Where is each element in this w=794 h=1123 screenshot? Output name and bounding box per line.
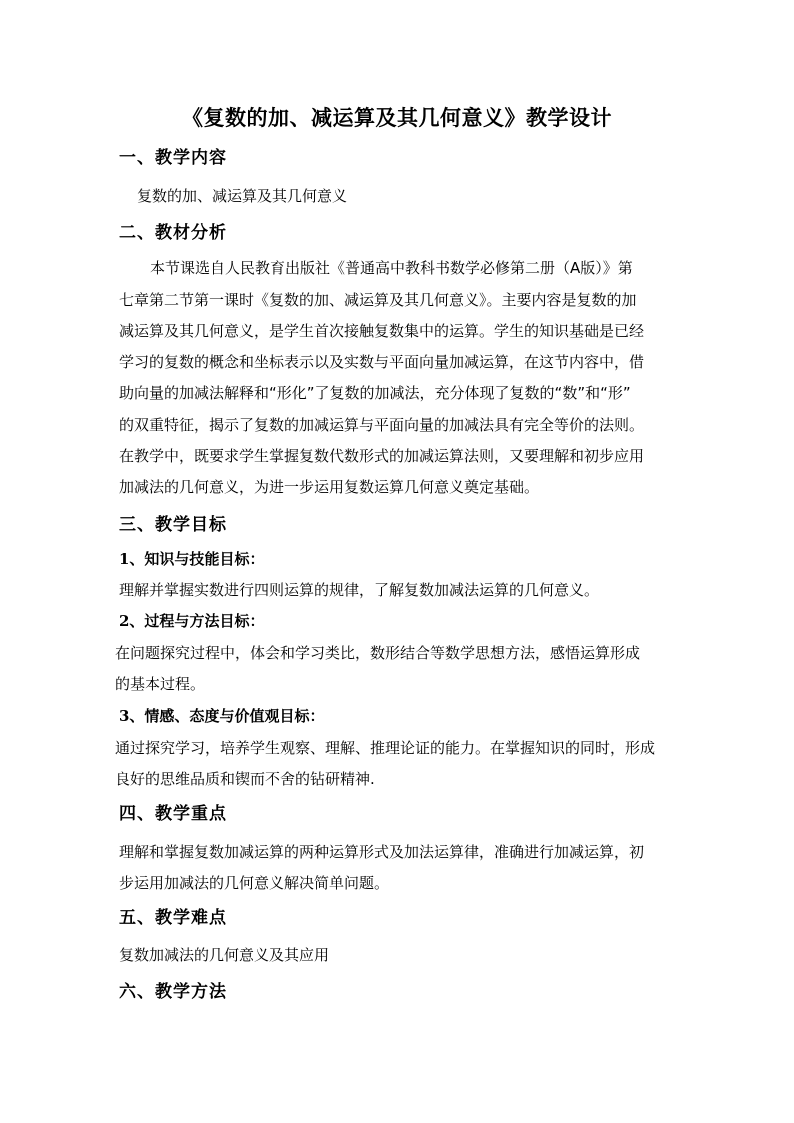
analysis-line-5: 助向量的加减法解释和“形化”了复数的加减法，充分体现了复数的“数”和“形” [119, 384, 631, 402]
section-content-text: 复数的加、减运算及其几何意义 [137, 187, 348, 205]
analysis-line-3: 减运算及其几何意义，是学生首次接触复数集中的运算。学生的知识基础是已经 [119, 322, 645, 340]
analysis-line-6: 的双重特征，揭示了复数的加减运算与平面向量的加减法具有完全等价的法则。 [119, 416, 645, 434]
section-heading-methods: 六、教学方法 [119, 982, 227, 1002]
objective-emotion-line-1: 通过探究学习，培养学生观察、理解、推理论证的能力。在掌握知识的同时，形成 [115, 739, 656, 757]
section-heading-content: 一、教学内容 [119, 148, 227, 168]
analysis-line-7: 在教学中，既要求学生掌握复数代数形式的加减运算法则，又要理解和初步应用 [119, 447, 645, 465]
page-title: 《复数的加、减运算及其几何意义》教学设计 [182, 105, 612, 130]
objective-process-line-2: 的基本过程。 [115, 675, 206, 693]
section-heading-analysis: 二、教材分析 [119, 223, 227, 243]
analysis-line-1: 本节课选自人民教育出版社《普通高中教科书数学必修第二册（A版）》第 [150, 259, 633, 277]
objective-emotion-line-2: 良好的思维品质和锲而不舍的钻研精神. [115, 770, 375, 788]
objective-label-emotion: 3、情感、态度与价值观目标： [119, 707, 325, 725]
objective-label-process: 2、过程与方法目标： [119, 612, 265, 630]
difficulties-text: 复数加减法的几何意义及其应用 [119, 946, 330, 964]
analysis-line-8: 加减法的几何意义，为进一步运用复数运算几何意义奠定基础。 [119, 478, 540, 496]
objective-knowledge-line-1: 理解并掌握实数进行四则运算的规律，了解复数加减法运算的几何意义。 [119, 581, 600, 599]
section-heading-difficulties: 五、教学难点 [119, 908, 227, 928]
keypoints-line-1: 理解和掌握复数加减运算的两种运算形式及加法运算律，准确进行加减运算，初 [119, 843, 645, 861]
analysis-line-4: 学习的复数的概念和坐标表示以及实数与平面向量加减运算，在这节内容中，借 [119, 353, 645, 371]
section-heading-keypoints: 四、教学重点 [119, 804, 227, 824]
keypoints-line-2: 步运用加减法的几何意义解决简单问题。 [119, 874, 390, 892]
objective-process-line-1: 在问题探究过程中，体会和学习类比，数形结合等数学思想方法，感悟运算形成 [115, 644, 641, 662]
analysis-line-2: 七章第二节第一课时《复数的加、减运算及其几何意义》。主要内容是复数的加 [119, 291, 637, 309]
objective-label-knowledge: 1、知识与技能目标： [119, 550, 265, 568]
section-heading-objectives: 三、教学目标 [119, 515, 227, 535]
